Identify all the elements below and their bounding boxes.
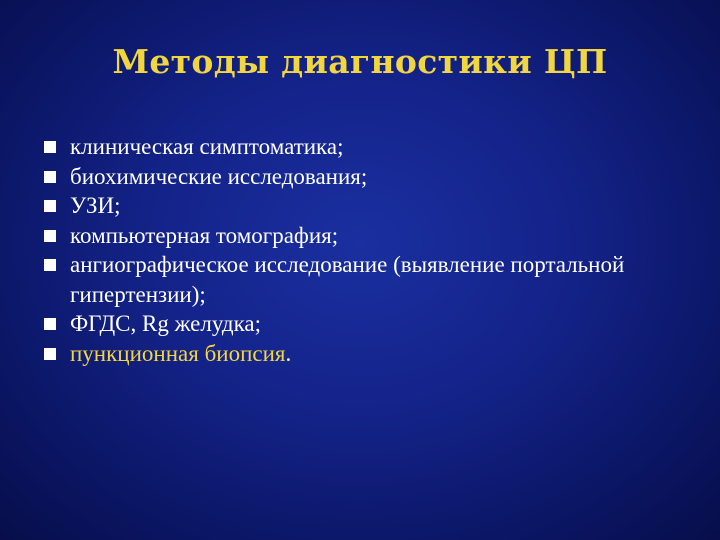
bullet-list [44,132,684,368]
square-bullet-icon [44,230,56,242]
square-bullet-icon [44,348,56,360]
square-bullet-icon [44,200,56,212]
square-bullet-icon [44,259,56,271]
list-item [44,250,684,309]
square-bullet-icon [44,141,56,153]
list-item [44,132,684,162]
list-item-text: клиническая симптоматика; [70,134,344,159]
square-bullet-icon [44,171,56,183]
list-item-text-highlight: пункционная биопсия [70,340,286,366]
list-item-text: ангиографическое исследование (выявление портальной гипертензии); [70,252,625,307]
list-item-text: УЗИ; [70,193,121,218]
list-item-text: биохимические исследования; [70,163,368,189]
list-item-suffix: . [285,340,292,366]
square-bullet-icon [44,318,56,330]
list-item [44,339,684,369]
list-item [44,162,684,192]
list-item [44,221,684,251]
list-item [44,309,684,339]
list-item-text: компьютерная томография; [70,222,339,248]
list-item [44,191,684,221]
list-item-text: ФГДС, Rg желудка; [70,311,262,336]
slide-title: Методы диагностики ЦП [112,42,608,81]
